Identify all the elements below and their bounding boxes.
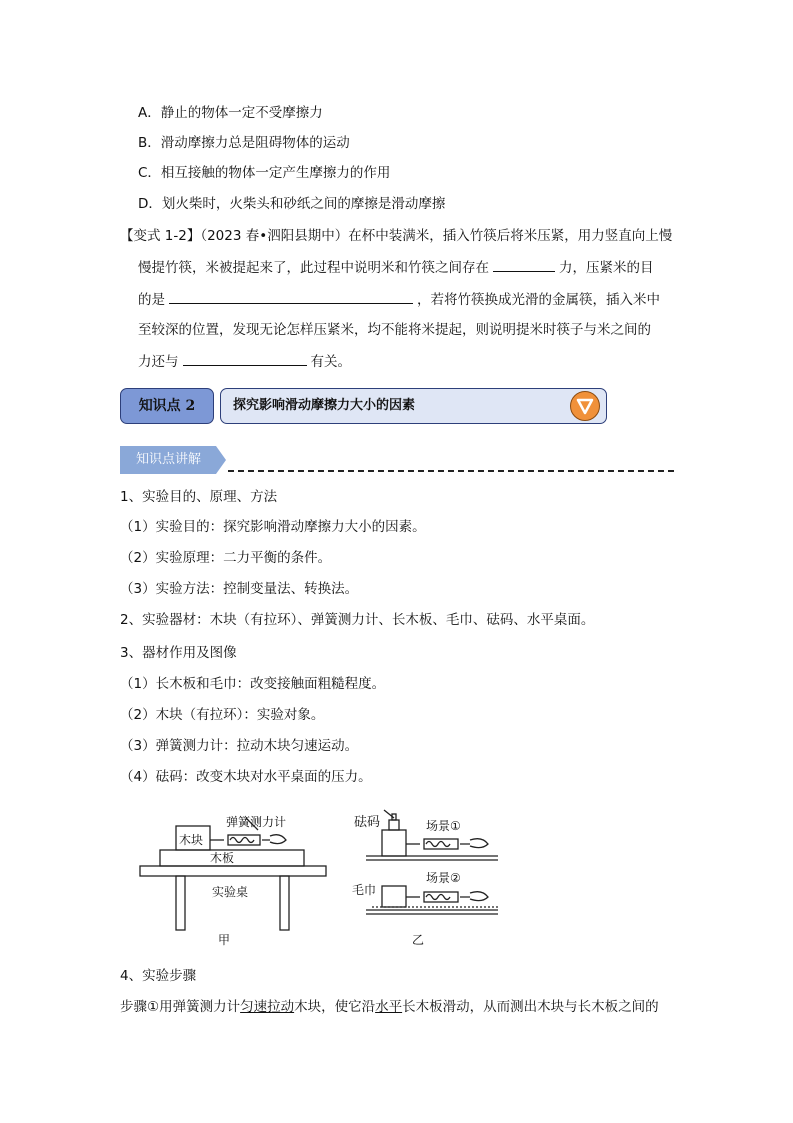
content-item: （3）实验方法：控制变量法、转换法。: [120, 581, 359, 597]
caption-yi: 乙: [412, 933, 425, 947]
spring-scale: [228, 835, 260, 845]
section-divider: [228, 470, 674, 472]
answer-blank-3[interactable]: [183, 351, 307, 366]
section-label: 知识点讲解: [136, 452, 202, 467]
content-heading-1: 1、实验目的、原理、方法: [120, 489, 278, 505]
label-block: 木块: [179, 833, 204, 847]
block-scene-2: [382, 886, 406, 907]
block-scene-1: [382, 830, 406, 856]
variant-tag: 【变式 1-2】: [120, 228, 201, 244]
variant-line-5: 力还与 有关。: [138, 351, 351, 372]
expand-arrow-icon[interactable]: [570, 391, 600, 421]
lab-table-leg: [176, 876, 185, 930]
label-board: 木板: [210, 851, 235, 865]
answer-blank-1[interactable]: [493, 257, 555, 272]
label-table: 实验桌: [212, 885, 249, 899]
answer-blank-2[interactable]: [169, 289, 413, 304]
label-scene-2: 场景②: [426, 871, 461, 885]
steps-heading: 4、实验步骤: [120, 968, 197, 984]
option-c: C．相互接触的物体一定产生摩擦力的作用: [138, 165, 391, 181]
label-towel: 毛巾: [352, 883, 377, 897]
content-item: （2）木块（有拉环）：实验对象。: [120, 707, 325, 723]
option-a: A．静止的物体一定不受摩擦力: [138, 105, 323, 121]
content-heading-2: 2、实验器材：木块（有拉环）、弹簧测力计、长木板、毛巾、砝码、水平桌面。: [120, 612, 595, 628]
label-weight: 砝码: [354, 815, 381, 830]
lab-table-top: [140, 866, 326, 876]
variant-line-3: 的是 ，若将竹筷换成光滑的金属筷，插入米中: [138, 289, 660, 310]
experiment-figure: [0, 800, 793, 970]
knowledge-point-badge: 知识点 2: [120, 388, 214, 424]
content-item: （4）砝码：改变木块对水平桌面的压力。: [120, 769, 372, 785]
knowledge-point-bar: [220, 388, 607, 424]
lab-table-leg: [280, 876, 289, 930]
variant-line-2: 慢提竹筷，米被提起来了，此过程中说明米和竹筷之间存在 力，压紧米的目: [138, 257, 654, 278]
content-item: （1）实验目的：探究影响滑动摩擦力大小的因素。: [120, 519, 426, 535]
content-item: （1）长木板和毛巾：改变接触面粗糙程度。: [120, 676, 386, 692]
label-spring-scale: 弹簧测力计: [226, 815, 287, 829]
label-scene-1: 场景①: [426, 819, 461, 833]
option-d: D．划火柴时，火柴头和砂纸之间的摩擦是滑动摩擦: [138, 196, 446, 212]
option-b: B．滑动摩擦力总是阻碍物体的运动: [138, 135, 350, 151]
variant-line-4: 至较深的位置，发现无论怎样压紧米，均不能将米提起，则说明提米时筷子与米之间的: [138, 322, 651, 338]
content-item: （3）弹簧测力计：拉动木块匀速运动。: [120, 738, 359, 754]
section-tag: [120, 446, 226, 474]
weight-icon: [389, 820, 399, 830]
variant-line-1: 【变式 1-2】（2023 春•泗阳县期中）在杯中装满米，插入竹筷后将米压紧，用力竖直向上慢: [120, 228, 673, 244]
step-1: 步骤①用弹簧测力计匀速拉动木块，使它沿水平长木板滑动，从而测出木块与长木板之间的: [120, 999, 659, 1015]
content-heading-3: 3、器材作用及图像: [120, 645, 237, 661]
content-item: （2）实验原理：二力平衡的条件。: [120, 550, 332, 566]
knowledge-point-title: 探究影响滑动摩擦力大小的因素: [233, 398, 416, 413]
caption-jia: 甲: [218, 933, 231, 947]
